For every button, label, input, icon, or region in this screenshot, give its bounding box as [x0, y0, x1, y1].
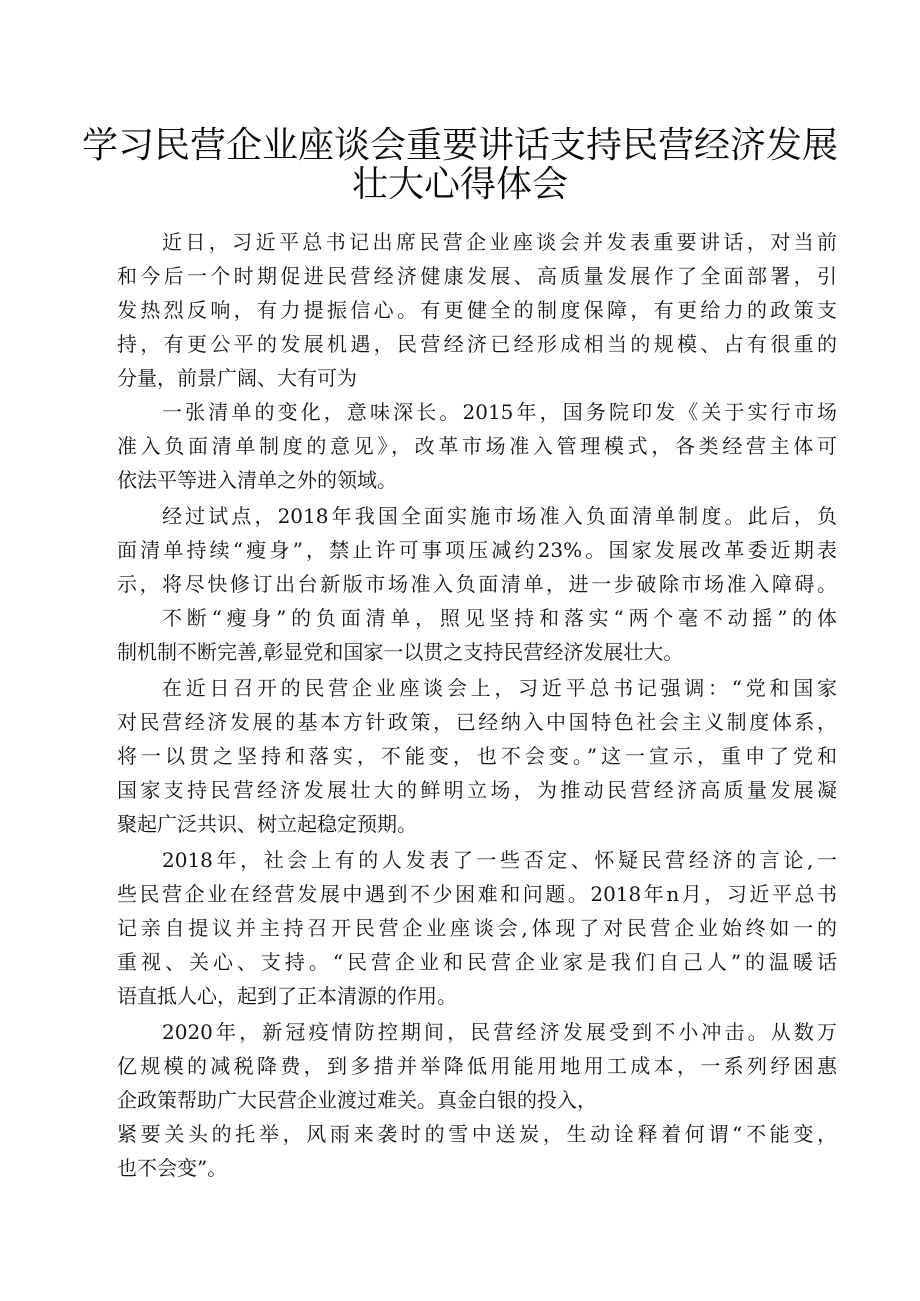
paragraph-line: 2018年，社会上有的人发表了一些否定、怀疑民营经济的言论,一 — [162, 848, 837, 872]
paragraph-line: 面清单持续“瘦身”，禁止许可事项压减约23%。国家发展改革委近期表 — [117, 538, 837, 562]
paragraph-line: 将一以贯之坚持和落实，不能变，也不会变。”这一宣示，重申了党和 — [117, 744, 837, 768]
paragraph-line: 不断“瘦身”的负面清单，照见坚持和落实“两个毫不动摇”的体 — [162, 606, 837, 630]
paragraph-line: 亿规模的减税降费，到多措并举降低用能用地用工成本，一系列纾困惠 — [117, 1054, 837, 1078]
paragraph-line: 记亲自提议并主持召开民营企业座谈会,体现了对民营企业始终如一的 — [117, 916, 837, 940]
paragraph-line: 2020年，新冠疫情防控期间，民营经济发展受到不小冲击。从数万 — [162, 1020, 837, 1044]
paragraph-line: 些民营企业在经营发展中遇到不少困难和问题。2018年n月，习近平总书 — [117, 882, 837, 906]
paragraph-line: 也不会变”。 — [117, 1156, 228, 1180]
paragraph-line: 重视、关心、支持。“民营企业和民营企业家是我们自己人”的温暖话 — [117, 950, 837, 974]
paragraph-line: 聚起广泛共识、树立起稳定预期。 — [117, 812, 417, 836]
paragraph-line: 发热烈反响，有力提振信心。有更健全的制度保障，有更给力的政策支 — [117, 298, 837, 322]
document-title-line-1: 学习民营企业座谈会重要讲话支持民营经济发展 — [81, 125, 838, 166]
paragraph-line: 依法平等进入清单之外的领域。 — [117, 468, 397, 492]
paragraph-line: 企政策帮助广大民营企业渡过难关。真金白银的投入， — [117, 1088, 597, 1112]
paragraph-line: 一张清单的变化，意味深长。2015年，国务院印发《关于实行市场 — [162, 400, 837, 424]
paragraph-line: 对民营经济发展的基本方针政策，已经纳入中国特色社会主义制度体系， — [117, 710, 837, 734]
paragraph-line: 紧要关头的托举，风雨来袭时的雪中送炭，生动诠释着何谓“不能变， — [117, 1122, 837, 1146]
paragraph-line: 和今后一个时期促进民营经济健康发展、高质量发展作了全面部署，引 — [117, 264, 837, 288]
paragraph-line: 语直抵人心，起到了正本清源的作用。 — [117, 984, 457, 1008]
paragraph-line: 近日，习近平总书记出席民营企业座谈会并发表重要讲话，对当前 — [162, 230, 837, 254]
paragraph-line: 国家支持民营经济发展壮大的鲜明立场，为推动民营经济高质量发展凝 — [117, 778, 837, 802]
paragraph-line: 经过试点，2018年我国全面实施市场准入负面清单制度。此后，负 — [162, 504, 837, 528]
paragraph-line: 准入负面清单制度的意见》，改革市场准入管理模式，各类经营主体可 — [117, 434, 837, 458]
paragraph-line: 在近日召开的民营企业座谈会上，习近平总书记强调：“党和国家 — [162, 676, 837, 700]
paragraph-line: 制机制不断完善,彰显党和国家一以贯之支持民营经济发展壮大。 — [117, 640, 684, 664]
paragraph-line: 分量，前景广阔、大有可为 — [117, 366, 357, 390]
paragraph-line: 持，有更公平的发展机遇，民营经济已经形成相当的规模、占有很重的 — [117, 332, 837, 356]
paragraph-line: 示，将尽快修订出台新版市场准入负面清单，进一步破除市场准入障碍。 — [117, 572, 837, 596]
document-title-line-2: 壮大心得体会 — [351, 164, 568, 205]
